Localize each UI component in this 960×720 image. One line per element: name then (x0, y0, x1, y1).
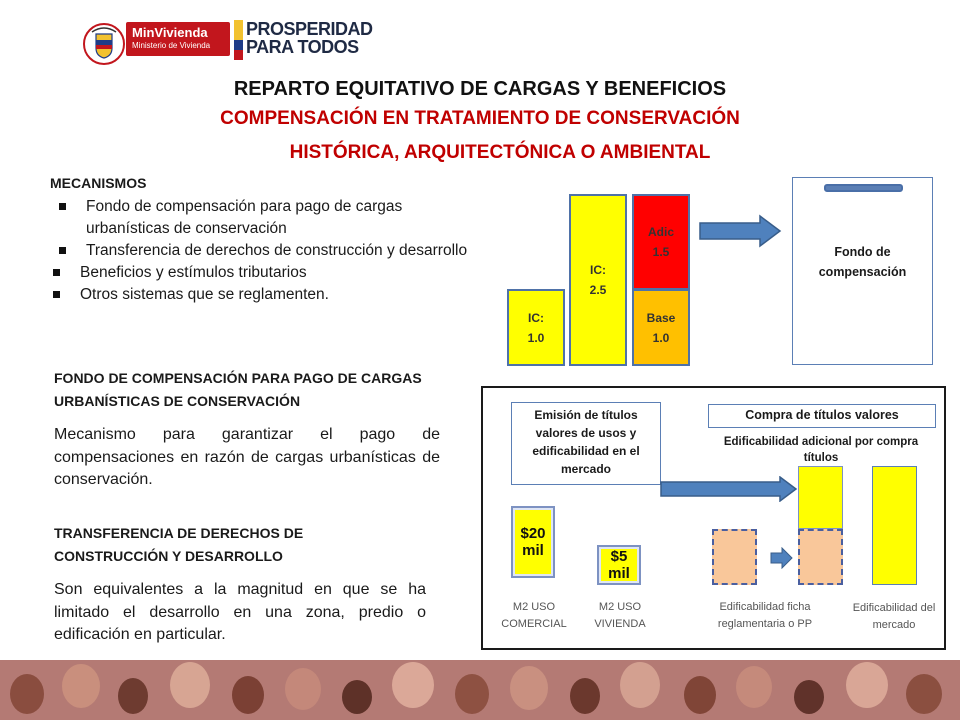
minvivienda-logo (126, 22, 230, 56)
bar-adicional-label: Adic (647, 225, 674, 239)
caption-m2-comercial: M2 USO COMERCIAL (501, 601, 567, 630)
edificabilidad-ficha-block (712, 529, 757, 585)
fondo-section-heading: FONDO DE COMPENSACIÓN PARA PAGO DE CARGAS URBANÍSTICAS DE CONSERVACIÓN (54, 370, 422, 409)
caption-edificabilidad-mercado: Edificabilidad del mercado (852, 602, 936, 631)
bullet-icon (59, 247, 66, 254)
bar-ic-1 (507, 289, 565, 366)
edificabilidad-mercado-block (872, 466, 917, 585)
mecanismos-heading: MECANISMOS (50, 175, 147, 191)
bar-ic-2-5 (569, 194, 627, 366)
list-item (50, 240, 475, 262)
list-item-text: Fondo de compensación para pago de cargas urbanísticas de conservación (86, 198, 403, 237)
list-item-text: Transferencia de derechos de construcción y desarrollo (86, 242, 468, 259)
slide-subtitle-line2: HISTÓRICA, ARQUITECTÓNICA O AMBIENTAL (289, 142, 711, 163)
list-item (50, 262, 475, 284)
compra-titulos-box: Compra de títulos valores (708, 404, 936, 428)
prosperidad-para-todos-logo (246, 20, 373, 56)
bar-base-value: 1.0 (652, 330, 670, 345)
fondo-compensacion-label: Fondo de compensación (818, 245, 907, 279)
bar-ic-1-value: 1.0 (527, 330, 545, 345)
transfer-section-body: Son equivalentes a la magnitud en que se ha limitado el desarrollo en una zona, predio o edificación en particular. (54, 581, 426, 643)
edificabilidad-adicional-label: Edificabilidad adicional por compra títulos (723, 436, 919, 464)
caption-m2-vivienda: M2 USO VIVIENDA (594, 601, 646, 630)
slide-subtitle-line1: COMPENSACIÓN EN TRATAMIENTO DE CONSERVACIÓN (220, 108, 740, 129)
edificabilidad-adicional-block (798, 466, 843, 529)
coin-slot-icon (824, 184, 903, 192)
bar-adicional (632, 194, 690, 290)
arrow-right-icon (698, 214, 782, 248)
slide-title: REPARTO EQUITATIVO DE CARGAS Y BENEFICIOS (233, 78, 727, 100)
bar-ic-2-5-value: 2.5 (589, 283, 607, 297)
crowd-photo-strip (0, 660, 960, 720)
edificabilidad-base-block (798, 529, 843, 585)
colombia-coat-of-arms-logo (82, 22, 126, 66)
transfer-section-heading: TRANSFERENCIA DE DERECHOS DE CONSTRUCCIÓN Y DESARROLLO (54, 525, 304, 564)
minvivienda-logo-name: MinVivienda (132, 25, 208, 40)
list-item (50, 284, 475, 306)
price-vivienda: $5 mil (597, 545, 641, 585)
arrow-right-icon (660, 476, 798, 502)
list-item-text: Beneficios y estímulos tributarios (80, 264, 307, 281)
fondo-section-body: Mecanismo para garantizar el pago de compensaciones en razón de cargas urbanísticas de conservación. (54, 426, 440, 488)
emision-titulos-box: Emisión de títulos valores de usos y edificabilidad en el mercado (511, 402, 661, 485)
price-comercial: $20 mil (511, 506, 555, 578)
prosperidad-logo-line1: PROSPERIDAD (246, 19, 373, 39)
mecanismos-list (50, 196, 475, 306)
bullet-icon (53, 291, 60, 298)
bar-base (632, 289, 690, 366)
minvivienda-logo-subtitle: Ministerio de Vivienda (132, 41, 211, 50)
bullet-icon (59, 203, 66, 210)
bar-ic-2-5-label: IC: (590, 263, 606, 277)
bar-base-label: Base (646, 310, 676, 325)
list-item-text: Otros sistemas que se reglamenten. (80, 286, 329, 303)
flag-stripe-icon (234, 20, 243, 60)
arrow-right-icon (770, 547, 794, 569)
list-item (50, 196, 475, 240)
fondo-compensacion-box (792, 177, 933, 365)
bar-ic-1-label: IC: (528, 310, 544, 325)
bar-adicional-value: 1.5 (652, 245, 670, 259)
caption-edificabilidad-ficha: Edificabilidad ficha reglamentaria o PP (717, 601, 813, 630)
bullet-icon (53, 269, 60, 276)
prosperidad-logo-line2: PARA TODOS (246, 37, 359, 57)
